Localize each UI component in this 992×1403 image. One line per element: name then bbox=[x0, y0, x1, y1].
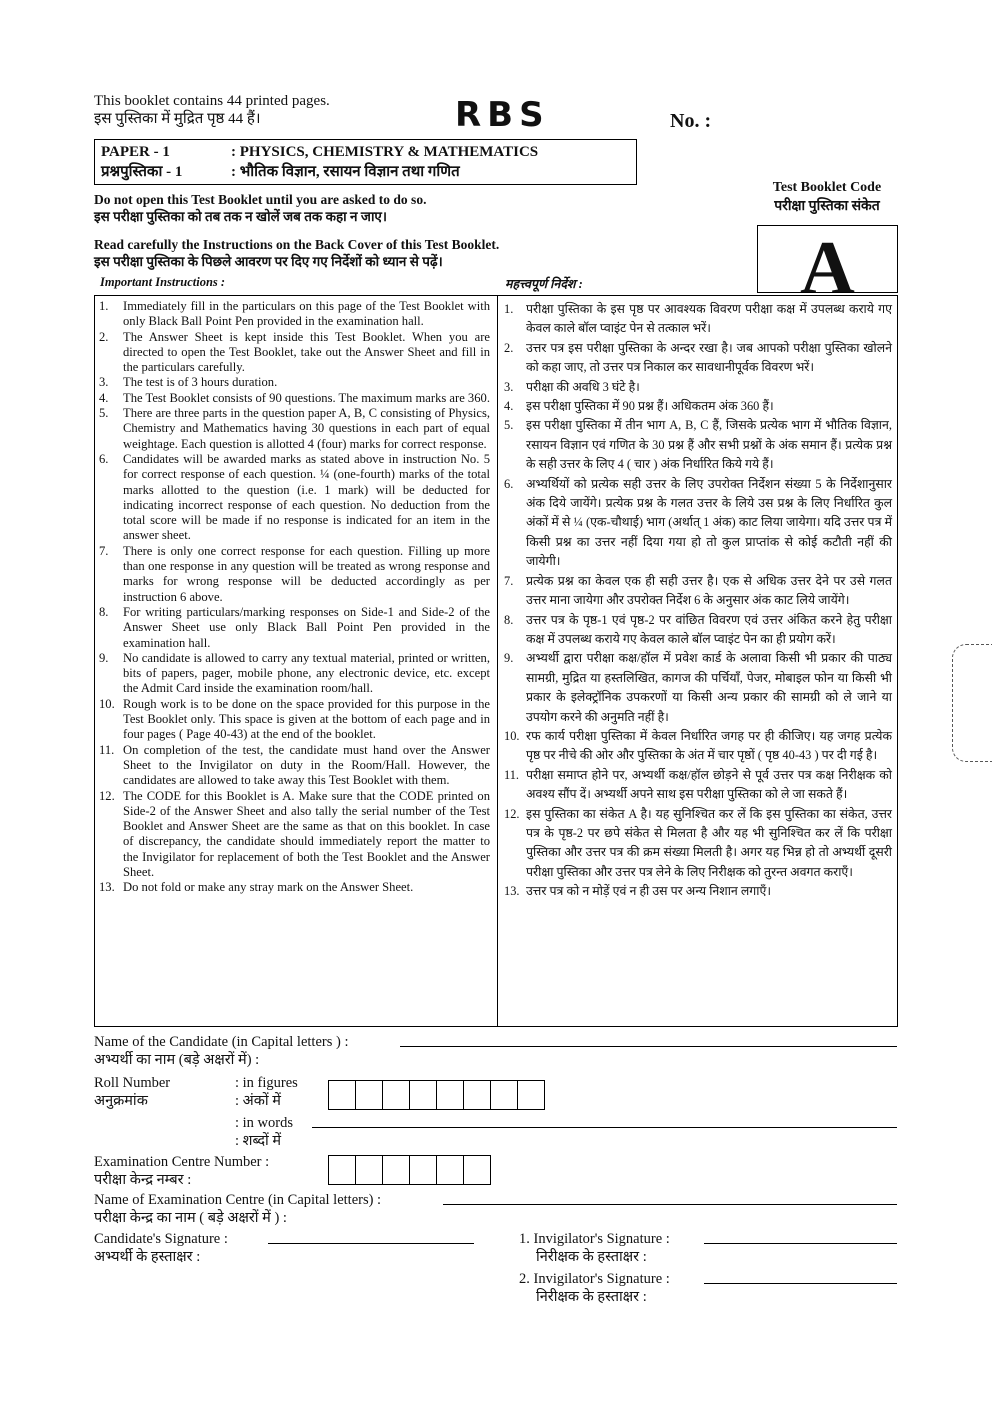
instruction-hi-item bbox=[504, 611, 892, 650]
roll-figures-label-hi: : अंकों में bbox=[235, 1093, 281, 1109]
instruction-en-item-number: 11. bbox=[99, 742, 115, 757]
instruction-hi-item bbox=[504, 397, 892, 416]
instruction-en-item-text: The test is of 3 hours duration. bbox=[123, 375, 278, 390]
instruction-en-item-number: 7. bbox=[99, 543, 109, 558]
invigilator2-signature-field[interactable] bbox=[704, 1283, 897, 1284]
centre-digit-box[interactable] bbox=[410, 1155, 437, 1185]
invigilator1-signature-label-en: 1. Invigilator's Signature : bbox=[519, 1231, 670, 1247]
instruction-en-item-number: 8. bbox=[99, 604, 109, 619]
instruction-en-item-number: 1. bbox=[99, 299, 109, 313]
centre-name-label-en: Name of Examination Centre (in Capital letters) : bbox=[94, 1192, 382, 1208]
instruction-hi-item-text: उत्तर पत्र इस परीक्षा पुस्तिका के अन्दर रखा है। जब आपको परीक्षा पुस्तिका खोलने को कहा जाए, तो उत्तर पत्र निकाल कर सावधानीपूर्वक विवरण भरें। bbox=[526, 340, 892, 375]
candidate-name-field[interactable] bbox=[400, 1046, 897, 1047]
warning-open-en: Do not open this Test Booklet until you are asked to do so. bbox=[94, 192, 427, 207]
instruction-en-item-text: On completion of the test, the candidate must hand over the Answer Sheet to the Invigilator on duty in the Room/Hall. However, the candidates are allowed to take away this Test Booklet with them. bbox=[123, 742, 490, 788]
instruction-hi-item-text: परीक्षा की अवधि 3 घंटे है। bbox=[526, 379, 640, 394]
roll-number-label-en: Roll Number bbox=[94, 1075, 171, 1091]
warning-read bbox=[94, 236, 499, 270]
instruction-hi-item bbox=[504, 572, 892, 611]
instruction-en-item-number: 4. bbox=[99, 390, 109, 405]
instruction-en-item-number: 5. bbox=[99, 406, 109, 421]
roll-digit-box[interactable] bbox=[383, 1080, 410, 1110]
centre-digit-box[interactable] bbox=[437, 1155, 464, 1185]
roll-words-label-hi: : शब्दों में bbox=[235, 1133, 282, 1149]
instruction-en-item bbox=[99, 391, 490, 406]
roll-number-label-hi: अनुक्रमांक bbox=[94, 1093, 148, 1109]
booklet-code: A bbox=[800, 226, 855, 293]
instruction-hi-item-number: 1. bbox=[504, 302, 514, 316]
instruction-en-item-number: 12. bbox=[99, 788, 115, 803]
instructions-hindi bbox=[498, 296, 898, 1026]
booklet-code-label-en: Test Booklet Code bbox=[772, 180, 882, 195]
invigilator1-signature-field[interactable] bbox=[704, 1243, 897, 1244]
instruction-en-item bbox=[99, 330, 490, 376]
booklet-code-label bbox=[756, 178, 898, 216]
instruction-en-item-text: The CODE for this Booklet is A. Make sure that the CODE printed on Side-2 of the Answer Sheet and also tally the serial number of the Test Booklet and Answer Sheet are the same as that on this booklet. In case of discrepancy, the candidate should immediately report the matter to the Invigilator for replacement of both the Test Booklet and the Answer Sheet. bbox=[123, 788, 490, 879]
instruction-en-item-number: 13. bbox=[99, 880, 115, 895]
instruction-hi-item-text: इस परीक्षा पुस्तिका में 90 प्रश्न हैं। अधिकतम अंक 360 हैं। bbox=[526, 399, 774, 414]
instruction-en-item-text: There is only one correct response for each question. Filling up more than one response in any question will be treated as wrong response and marks for wrong response will be deducted accordingly as per instruction 6 above. bbox=[123, 543, 490, 604]
instruction-en-item-number: 9. bbox=[99, 650, 109, 665]
roll-number-boxes[interactable] bbox=[328, 1080, 545, 1110]
candidate-signature-label-en: Candidate's Signature : bbox=[94, 1231, 228, 1247]
booklet-code-label-hi: परीक्षा पुस्तिका संकेत bbox=[774, 199, 880, 214]
centre-name-label-hi: परीक्षा केन्द्र का नाम ( बड़े अक्षरों में ) : bbox=[94, 1210, 287, 1226]
roll-digit-box[interactable] bbox=[356, 1080, 383, 1110]
instruction-hi-item-number: 11. bbox=[504, 767, 520, 782]
roll-digit-box[interactable] bbox=[491, 1080, 518, 1110]
instruction-en-item-text: Do not fold or make any stray mark on the Answer Sheet. bbox=[123, 880, 414, 895]
centre-number-label bbox=[94, 1153, 269, 1189]
page-count-hi: इस पुस्तिका में मुद्रित पृष्ठ 44 हैं। bbox=[94, 111, 261, 127]
paper-label-en: PAPER - 1 bbox=[101, 144, 170, 160]
instruction-en-item-text: Rough work is to be done on the space provided for this purpose in the Test Booklet only. This space is given at the bottom of each page and in four pages ( Page 40-43) at the end of the booklet. bbox=[123, 696, 490, 742]
instruction-en-item bbox=[99, 651, 490, 697]
invigilator2-signature-label-en: 2. Invigilator's Signature : bbox=[519, 1271, 670, 1287]
instruction-en-item bbox=[99, 452, 490, 544]
instruction-hi-item-number: 6. bbox=[504, 476, 514, 491]
instruction-en-item-text: The Test Booklet consists of 90 questions. The maximum marks are 360. bbox=[123, 390, 490, 405]
centre-digit-box[interactable] bbox=[329, 1155, 356, 1185]
important-instructions-en: Important Instructions : bbox=[100, 275, 226, 289]
instruction-hi-item-text: उत्तर पत्र को न मोड़ें एवं न ही उस पर अन्य निशान लगाएँ। bbox=[526, 884, 772, 899]
instruction-hi-item-number: 3. bbox=[504, 379, 514, 394]
instruction-hi-item bbox=[504, 649, 892, 727]
instruction-hi-item bbox=[504, 727, 892, 766]
centre-digit-box[interactable] bbox=[383, 1155, 410, 1185]
booklet-code-box bbox=[757, 225, 898, 293]
instruction-hi-item-text: परीक्षा समाप्त होने पर, अभ्यर्थी कक्ष/हॉल छोड़ने से पूर्व उत्तर पत्र कक्ष निरीक्षक को अवश्य सौंप दें। अभ्यर्थी अपने साथ इस परीक्षा पुस्तिका को ले जा सकते हैं। bbox=[526, 767, 892, 802]
roll-digit-box[interactable] bbox=[518, 1080, 545, 1110]
centre-name-field[interactable] bbox=[443, 1204, 897, 1205]
perforation-mark bbox=[952, 644, 992, 762]
instruction-hi-item bbox=[504, 805, 892, 883]
invigilator1-signature-label-hi: निरीक्षक के हस्ताक्षर : bbox=[536, 1249, 647, 1265]
roll-words-label-en: : in words bbox=[235, 1115, 293, 1131]
instruction-hi-item-number: 13. bbox=[504, 884, 520, 899]
centre-digit-box[interactable] bbox=[356, 1155, 383, 1185]
roll-figures-label-en: : in figures bbox=[235, 1075, 298, 1091]
instruction-hi-item-text: परीक्षा पुस्तिका के इस पृष्ठ पर आवश्यक विवरण परीक्षा कक्ष में उपलब्ध कराये गए केवल काले बॉल प्वाइंट पेन से तत्काल भरें। bbox=[526, 302, 892, 336]
booklet-number-label: No. : bbox=[670, 110, 712, 132]
instruction-en-item-number: 10. bbox=[99, 696, 115, 711]
instructions-box bbox=[94, 295, 898, 1027]
instruction-en-item-number: 2. bbox=[99, 329, 109, 344]
warning-open-hi: इस परीक्षा पुस्तिका को तब तक न खोलें जब तक कहा न जाए। bbox=[94, 209, 388, 224]
roll-figures-label bbox=[235, 1074, 298, 1110]
instruction-hi-item-number: 2. bbox=[504, 340, 514, 355]
instruction-hi-item-number: 8. bbox=[504, 612, 514, 627]
invigilator1-signature-label bbox=[519, 1230, 670, 1266]
instruction-hi-item bbox=[504, 300, 892, 339]
important-instructions-hi: महत्त्वपूर्ण निर्देश : bbox=[505, 277, 583, 291]
instruction-en-item-text: The Answer Sheet is kept inside this Test Booklet. When you are directed to open the Test Booklet, take out the Answer Sheet and fill in the particulars carefully. bbox=[123, 329, 490, 375]
instruction-en-item-text: Immediately fill in the particulars on this page of the Test Booklet with only Black Ball Point Pen provided in the examination hall. bbox=[123, 299, 490, 329]
instruction-en-item bbox=[99, 743, 490, 789]
instruction-hi-item bbox=[504, 475, 892, 572]
candidate-name-label bbox=[94, 1033, 348, 1069]
instruction-en-item-number: 3. bbox=[99, 375, 109, 390]
paper-subjects-en: : PHYSICS, CHEMISTRY & MATHEMATICS bbox=[231, 144, 539, 160]
instruction-hi-item-text: अभ्यर्थियों को प्रत्येक सही उत्तर के लिए उपरोक्त निर्देशन संख्या 5 के निर्देशानुसार अंक दिये जायेंगे। प्रत्येक प्रश्न के गलत उत्तर के लिये उस प्रश्न के लिए निर्धारित कुल अंकों में से ¼ (एक-चौथाई) भाग (अर्थात् 1 अंक) काट लिया जायेगा। यदि उत्तर पत्र में किसी प्रश्न का उत्तर नहीं दिया गया हो तो कुल प्राप्तांक से कोई कटौती नहीं की जायेगी। bbox=[526, 476, 892, 569]
instruction-hi-item-text: इस परीक्षा पुस्तिका में तीन भाग A, B, C हैं, जिसके प्रत्येक भाग में भौतिक विज्ञान, रसायन विज्ञान एवं गणित के 30 प्रश्न हैं और सभी प्रश्नों के अंक समान हैं। प्रत्येक प्रश्न के सही उत्तर के लिए 4 ( चार ) अंक निर्धारित किये गये हैं। bbox=[526, 418, 892, 472]
instruction-en-item bbox=[99, 375, 490, 390]
instruction-hi-item bbox=[504, 766, 892, 805]
warning-read-en: Read carefully the Instructions on the Back Cover of this Test Booklet. bbox=[94, 237, 500, 252]
roll-digit-box[interactable] bbox=[410, 1080, 437, 1110]
instruction-en-item-text: For writing particulars/marking responses on Side-1 and Side-2 of the Answer Sheet use only Black Ball Point Pen provided in the examination hall. bbox=[123, 604, 490, 650]
candidate-signature-label-hi: अभ्यर्थी के हस्ताक्षर : bbox=[94, 1249, 201, 1265]
candidate-name-label-hi: अभ्यर्थी का नाम (बड़े अक्षरों में) : bbox=[94, 1052, 260, 1068]
roll-number-label bbox=[94, 1074, 170, 1110]
instruction-en-item bbox=[99, 697, 490, 743]
paper-title-box bbox=[94, 139, 637, 185]
instruction-en-item-number: 6. bbox=[99, 451, 109, 466]
page-count-en: This booklet contains 44 printed pages. bbox=[94, 93, 330, 109]
instruction-hi-item bbox=[504, 378, 892, 397]
instruction-en-item-text: Candidates will be awarded marks as stated above in instruction No. 5 for correct response of each question. ¼ (one-fourth) marks of the total marks allotted to the question (i.e. 1 mark) will be deducted for indicating incorrect response of each question. No deduction from the total score will be made if no response is indicated for an item in the answer sheet. bbox=[123, 451, 490, 543]
instruction-hi-item-number: 5. bbox=[504, 418, 514, 433]
centre-number-label-en: Examination Centre Number : bbox=[94, 1154, 270, 1170]
instruction-en-item bbox=[99, 544, 490, 605]
roll-words-field[interactable] bbox=[312, 1127, 897, 1128]
instruction-en-item bbox=[99, 880, 490, 895]
instruction-hi-item-number: 12. bbox=[504, 806, 520, 821]
roll-digit-box[interactable] bbox=[437, 1080, 464, 1110]
instruction-hi-item-text: उत्तर पत्र के पृष्ठ-1 एवं पृष्ठ-2 पर वांछित विवरण एवं उत्तर अंकित करने हेतु परीक्षा कक्ष में उपलब्ध कराये गए केवल काले बॉल प्वाइंट पेन का ही प्रयोग करें। bbox=[526, 612, 892, 646]
instruction-hi-item-text: अभ्यर्थी द्वारा परीक्षा कक्ष/हॉल में प्रवेश कार्ड के अलावा किसी भी प्रकार की पाठ्य सामग्री, मुद्रित या हस्तलिखित, कागज की पर्चियाँ, पेजर, मोबाइल फोन या किसी भी प्रकार के इलेक्ट्रॉनिक उपकरणों या किसी अन्य प्रकार की सामग्री को ले जाने या उपयोग करने की अनुमति नहीं है। bbox=[526, 651, 892, 724]
roll-digit-box[interactable] bbox=[329, 1080, 356, 1110]
instruction-hi-item bbox=[504, 339, 892, 378]
instruction-en-item bbox=[99, 789, 490, 881]
instructions-english bbox=[95, 296, 498, 1026]
candidate-signature-label bbox=[94, 1230, 228, 1266]
paper-label-hi: प्रश्नपुस्तिका - 1 bbox=[101, 164, 183, 180]
invigilator2-signature-label bbox=[519, 1270, 670, 1306]
instruction-en-item bbox=[99, 406, 490, 452]
centre-name-label bbox=[94, 1191, 381, 1227]
instruction-hi-item bbox=[504, 416, 892, 474]
rbs-logo: RBS bbox=[455, 95, 550, 135]
instruction-hi-item-number: 7. bbox=[504, 573, 514, 588]
centre-digit-box[interactable] bbox=[464, 1155, 491, 1185]
paper-subjects-hi: : भौतिक विज्ञान, रसायन विज्ञान तथा गणित bbox=[231, 164, 460, 180]
roll-words-label bbox=[235, 1114, 293, 1150]
instruction-en-item-text: No candidate is allowed to carry any textual material, printed or written, bits of papers, pager, mobile phone, any electronic device, etc. except the Admit Card inside the examination room/hall. bbox=[123, 650, 490, 696]
instruction-hi-item-number: 10. bbox=[504, 728, 520, 743]
invigilator2-signature-label-hi: निरीक्षक के हस्ताक्षर : bbox=[536, 1289, 647, 1305]
instruction-en-item bbox=[99, 299, 490, 330]
instruction-en-item-text: There are three parts in the question paper A, B, C consisting of Physics, Chemistry and Mathematics having 30 questions in each part of equal weightage. Each question is allotted 4 (four) marks for correct response. bbox=[123, 406, 490, 451]
centre-number-label-hi: परीक्षा केन्द्र नम्बर : bbox=[94, 1172, 192, 1188]
instruction-hi-item-number: 9. bbox=[504, 651, 514, 666]
instruction-hi-item-number: 4. bbox=[504, 399, 514, 414]
centre-number-boxes[interactable] bbox=[328, 1155, 491, 1185]
instruction-hi-item-text: रफ कार्य परीक्षा पुस्तिका में केवल निर्धारित जगह पर ही कीजिए। यह जगह प्रत्येक पृष्ठ पर नीचे की ओर और पुस्तिका के अंत में चार पृष्ठों ( पृष्ठ 40-43 ) पर दी गई है। bbox=[526, 728, 892, 763]
instruction-hi-item-text: इस पुस्तिका का संकेत A है। यह सुनिश्चित कर लें कि इस पुस्तिका का संकेत, उत्तर पत्र के पृष्ठ-2 पर छपे संकेत से मिलता है और यह भी सुनिश्चित कर लें कि परीक्षा पुस्तिका और उत्तर पत्र की क्रम संख्या मिलती है। अगर यह भिन्न हो तो अभ्यर्थी दूसरी परीक्षा पुस्तिका और उत्तर पत्र लेने के लिए निरीक्षक को तुरन्त अवगत कराएँ। bbox=[526, 806, 892, 879]
roll-digit-box[interactable] bbox=[464, 1080, 491, 1110]
instruction-en-item bbox=[99, 605, 490, 651]
candidate-name-label-en: Name of the Candidate (in Capital letters ) : bbox=[94, 1034, 349, 1050]
page-count-info bbox=[94, 92, 330, 128]
instruction-hi-item bbox=[504, 882, 892, 901]
warning-open bbox=[94, 191, 426, 225]
candidate-signature-field[interactable] bbox=[268, 1243, 474, 1244]
warning-read-hi: इस परीक्षा पुस्तिका के पिछले आवरण पर दिए गए निर्देशों को ध्यान से पढ़ें। bbox=[94, 254, 443, 269]
instruction-hi-item-text: प्रत्येक प्रश्न का केवल एक ही सही उत्तर है। एक से अधिक उत्तर देने पर उसे गलत उत्तर माना जायेगा और उपरोक्त निर्देश 6 के अनुसार अंक काट लिये जायेंगे। bbox=[526, 573, 892, 608]
